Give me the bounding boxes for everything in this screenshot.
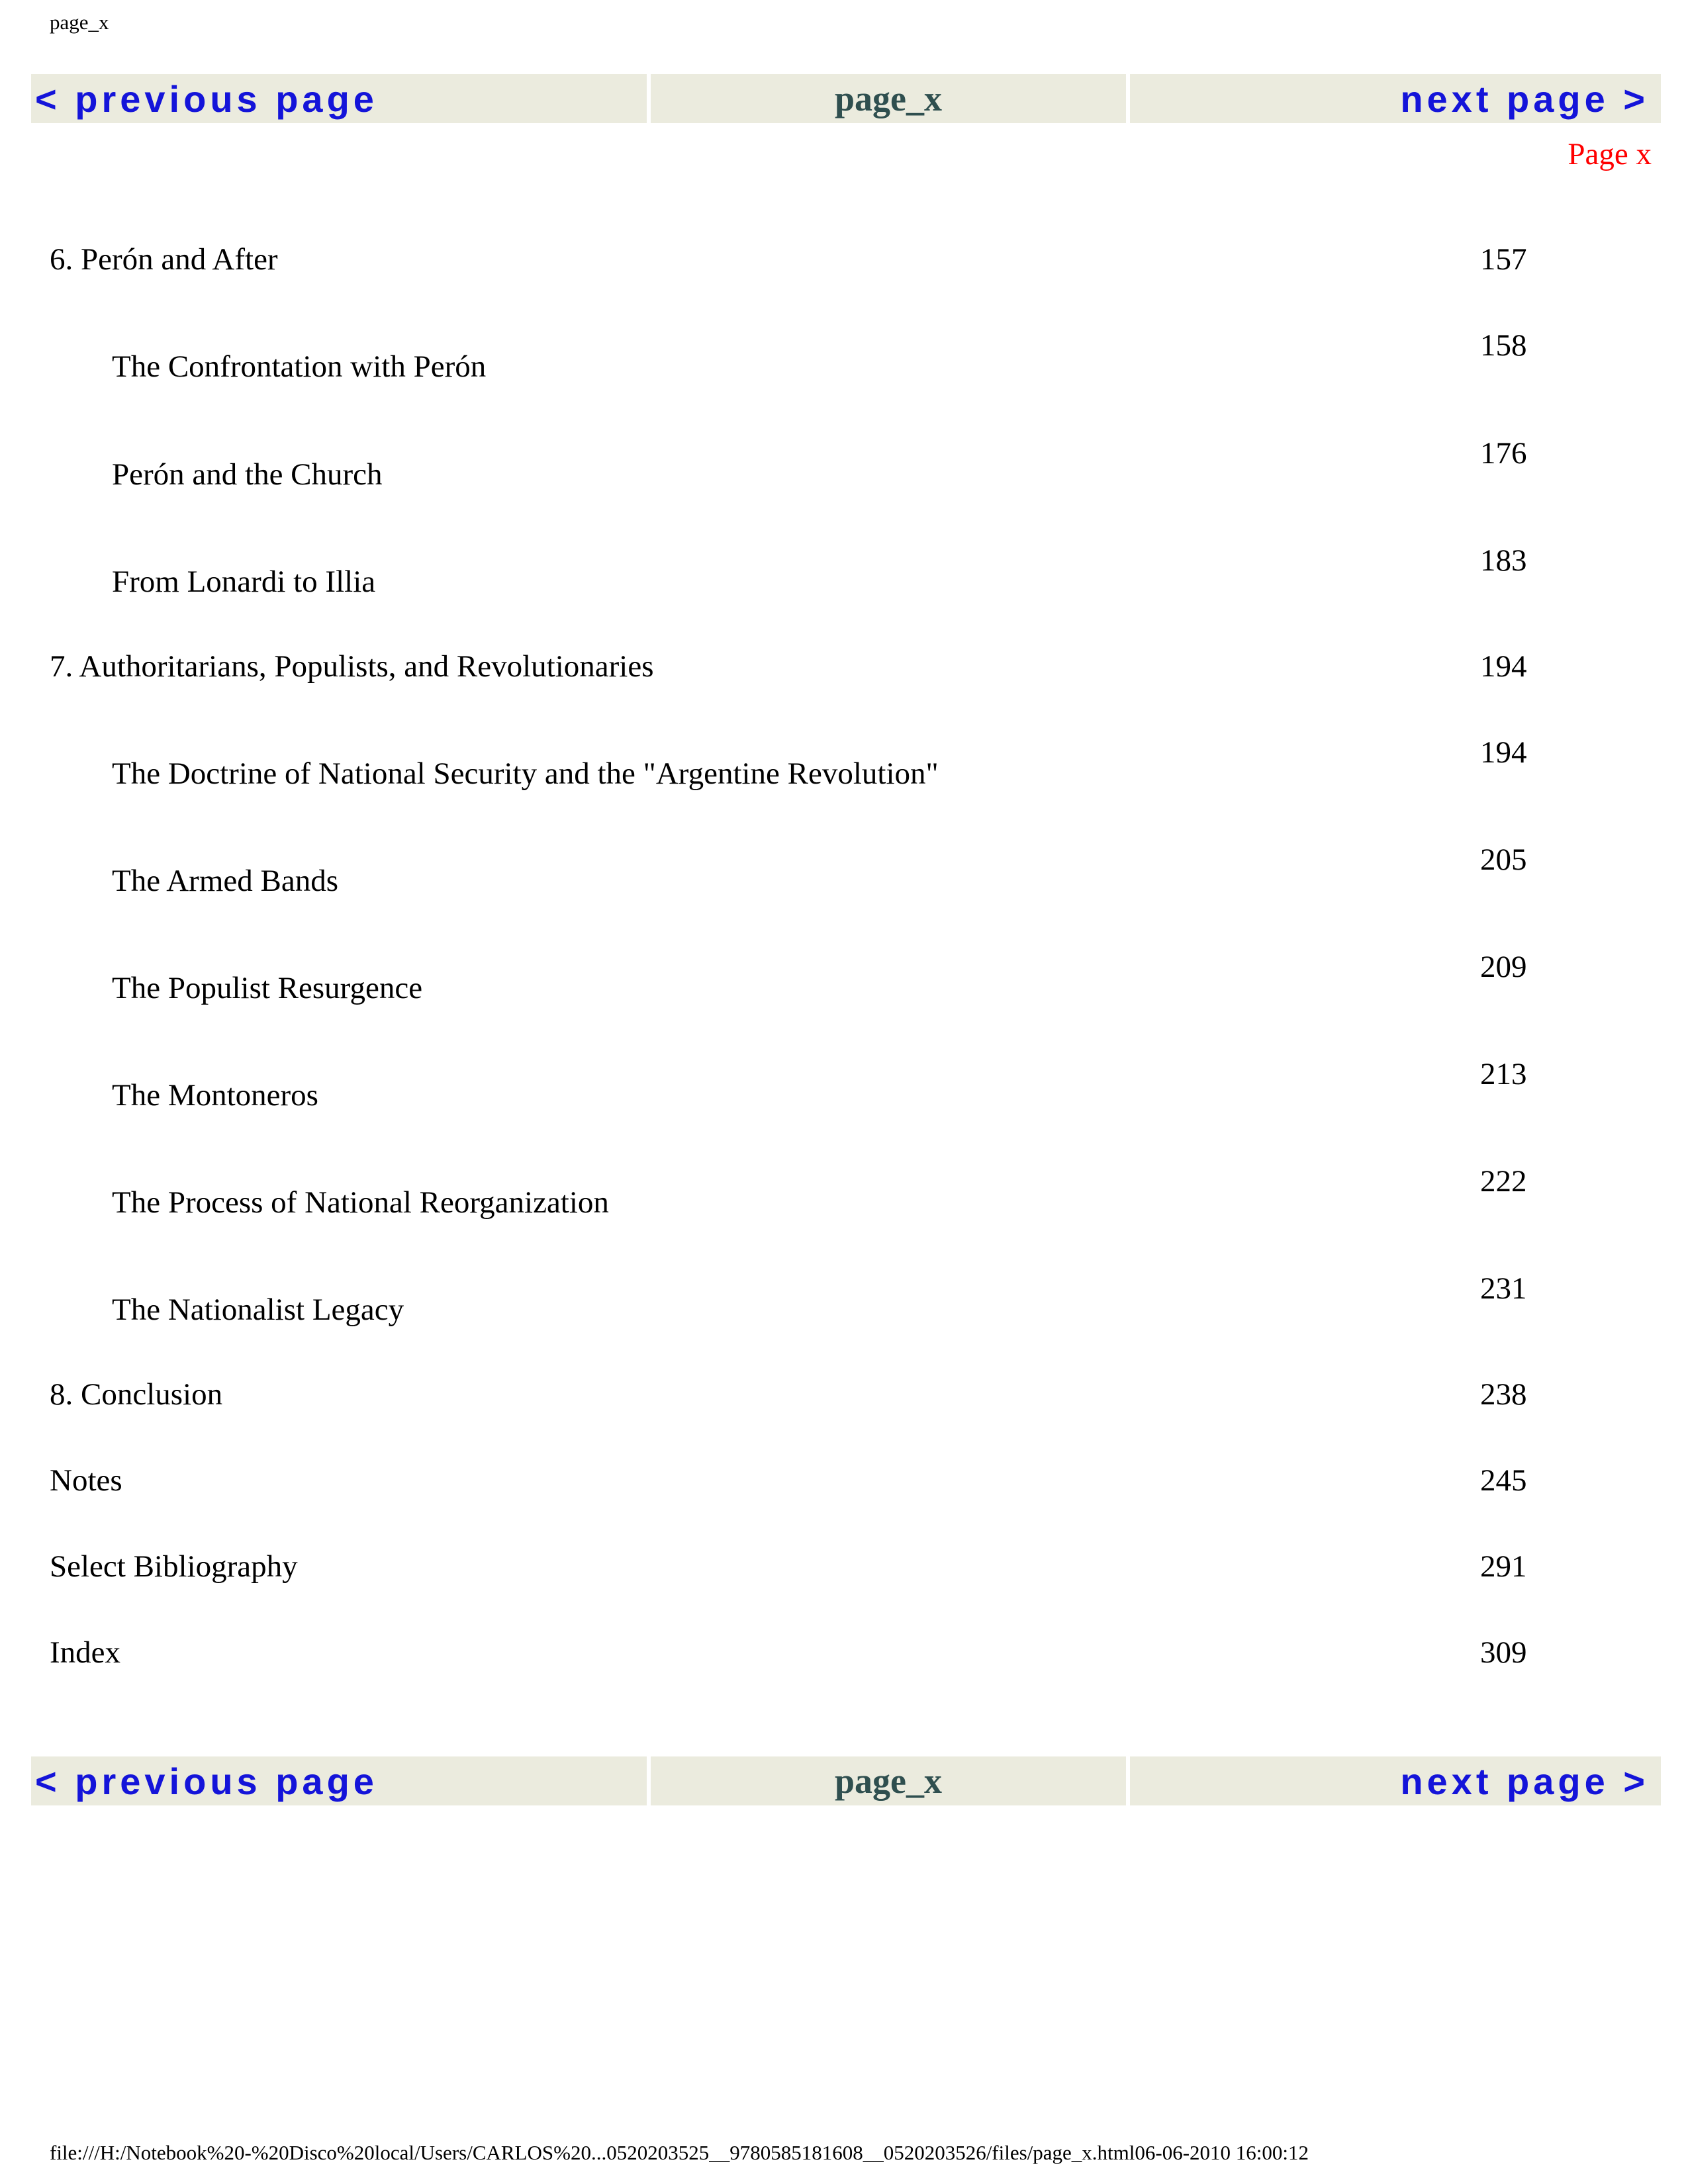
nav-page-title: page_x [835, 79, 942, 118]
nav-title-cell [651, 1756, 1126, 1805]
toc-entry-title: The Montoneros [112, 1078, 318, 1113]
toc-page-number: 176 [1480, 436, 1527, 471]
toc-page-number: 213 [1480, 1057, 1527, 1091]
toc-chapter [0, 649, 1688, 688]
toc-page-number: 183 [1480, 543, 1527, 578]
toc-section [0, 1056, 1688, 1113]
toc-page-number: 231 [1480, 1271, 1527, 1306]
toc-section [0, 735, 1688, 791]
nav-page-title: page_x [835, 1761, 942, 1801]
top-navigation-bar [31, 74, 1661, 123]
toc-page-number: 291 [1480, 1549, 1527, 1584]
toc-chapter [0, 1463, 1688, 1502]
toc-entry-title: Perón and the Church [112, 457, 383, 492]
toc-page-number: 157 [1480, 242, 1527, 277]
toc-entry-title: The Populist Resurgence [112, 971, 423, 1005]
next-page-link[interactable]: next page > [1400, 1760, 1649, 1802]
previous-page-link[interactable]: < previous page [35, 77, 378, 120]
toc-chapter [0, 1377, 1688, 1416]
toc-entry-title: 6. Perón and After [50, 242, 278, 277]
toc-section [0, 1163, 1688, 1220]
print-header: page_x [50, 11, 109, 34]
toc-page-number: 222 [1480, 1164, 1527, 1199]
toc-entry-title: Select Bibliography [50, 1549, 298, 1584]
toc-page-number: 309 [1480, 1635, 1527, 1670]
toc-page-number: 158 [1480, 328, 1527, 363]
nav-prev-cell [31, 74, 647, 123]
nav-next-cell [1130, 74, 1661, 123]
toc-section [0, 435, 1688, 492]
toc-entry-title: Index [50, 1635, 121, 1670]
toc-page-number: 209 [1480, 950, 1527, 984]
toc-entry-title: Notes [50, 1463, 122, 1498]
toc-entry-title: The Doctrine of National Security and the "Argentine Revolution" [112, 756, 939, 791]
page-marker: Page x [1568, 137, 1652, 171]
toc-page-number: 194 [1480, 735, 1527, 770]
nav-next-cell [1130, 1756, 1661, 1805]
nav-title-cell [651, 74, 1126, 123]
toc-page-number: 245 [1480, 1463, 1527, 1498]
toc-chapter [0, 1635, 1688, 1674]
toc-entry-title: The Armed Bands [112, 864, 338, 898]
toc-section [0, 842, 1688, 898]
toc-section [0, 949, 1688, 1005]
toc-section [0, 543, 1688, 599]
toc-page-number: 194 [1480, 649, 1527, 684]
toc-entry-title: 8. Conclusion [50, 1377, 223, 1412]
bottom-navigation-bar [31, 1756, 1661, 1805]
next-page-link[interactable]: next page > [1400, 77, 1649, 120]
toc-chapter [0, 1549, 1688, 1588]
nav-prev-cell [31, 1756, 647, 1805]
toc-entry-title: 7. Authoritarians, Populists, and Revolutionaries [50, 649, 654, 684]
toc-section [0, 328, 1688, 384]
toc-entry-title: From Lonardi to Illia [112, 565, 376, 599]
toc-page-number: 205 [1480, 842, 1527, 877]
toc-entry-title: The Nationalist Legacy [112, 1293, 404, 1327]
toc-entry-title: The Confrontation with Perón [112, 349, 487, 384]
toc-section [0, 1271, 1688, 1327]
print-footer: file:///H:/Notebook%20-%20Disco%20local/Users/CARLOS%20...0520203525__9780585181608__0520203526/files/page_x.html06-06-2010 16:00:12 [50, 2141, 1309, 2164]
toc-chapter [0, 242, 1688, 281]
toc-entry-title: The Process of National Reorganization [112, 1185, 609, 1220]
toc-page-number: 238 [1480, 1377, 1527, 1412]
previous-page-link[interactable]: < previous page [35, 1760, 378, 1802]
